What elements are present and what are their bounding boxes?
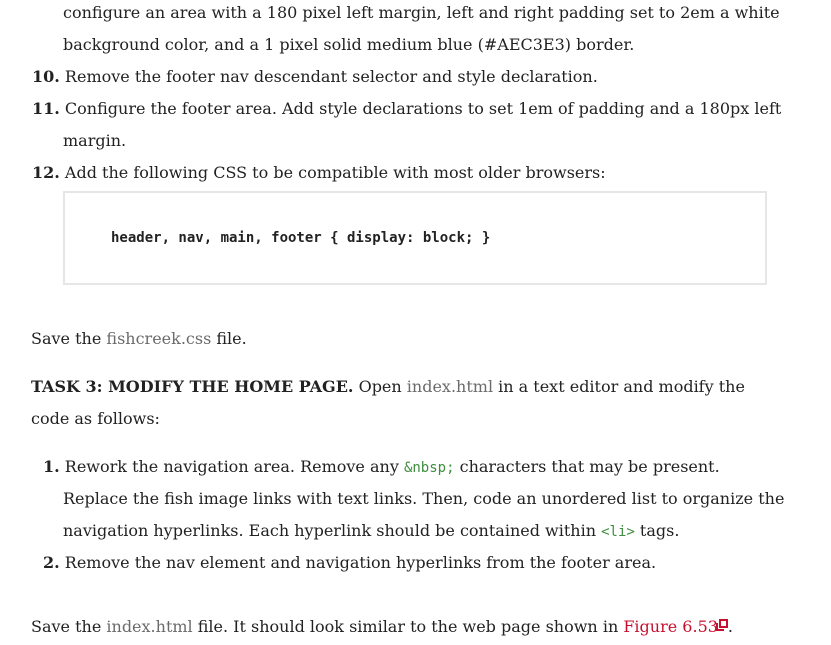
- paragraph-line: margin.: [63, 131, 127, 150]
- text: file. It should look similar to the web page shown in: [192, 617, 624, 636]
- paragraph-line: Replace the fish image links with text links. Then, code an unordered list to organize the: [63, 489, 785, 508]
- external-link-icon[interactable]: [719, 619, 728, 628]
- text: in a text editor and modify the: [493, 377, 745, 396]
- filename-index-html: index.html: [106, 617, 193, 636]
- text: Save the: [31, 329, 107, 348]
- list-item-12: [32, 163, 606, 183]
- text: Save the: [31, 617, 107, 636]
- list-item-1: [43, 457, 720, 478]
- list-text: characters that may be present.: [454, 457, 720, 476]
- list-number: 12.: [32, 163, 60, 182]
- task3-paragraph: [31, 377, 745, 397]
- save-css-paragraph: [31, 329, 247, 349]
- inline-code-li: <li>: [601, 524, 635, 540]
- task-heading: TASK 3: MODIFY THE HOME PAGE.: [31, 377, 354, 396]
- list-text: Rework the navigation area. Remove any: [59, 457, 404, 476]
- code-block: [63, 191, 767, 285]
- paragraph-line: [63, 521, 679, 542]
- text: Open: [353, 377, 407, 396]
- list-number: 11.: [32, 99, 60, 118]
- figure-link[interactable]: Figure 6.53: [623, 617, 718, 636]
- paragraph-line: code as follows:: [31, 409, 160, 428]
- code-text: header, nav, main, footer { display: block; }: [111, 230, 491, 246]
- list-text: Configure the footer area. Add style declarations to set 1em of padding and a 180px left: [59, 99, 782, 118]
- list-item-2: [43, 553, 656, 573]
- paragraph-line: background color, and a 1 pixel solid medium blue (#AEC3E3) border.: [63, 35, 635, 54]
- list-text: tags.: [634, 521, 680, 540]
- save-index-paragraph: [31, 617, 733, 637]
- paragraph-line: configure an area with a 180 pixel left margin, left and right padding set to 2em a white: [63, 3, 780, 22]
- list-text: Remove the footer nav descendant selector and style declaration.: [59, 67, 598, 86]
- list-number: 10.: [32, 67, 60, 86]
- list-text: navigation hyperlinks. Each hyperlink should be contained within: [63, 521, 602, 540]
- text: .: [727, 617, 734, 636]
- list-item-11: [32, 99, 781, 119]
- filename-index-html: index.html: [406, 377, 494, 396]
- list-number: 2.: [43, 553, 60, 572]
- filename-fishcreek-css: fishcreek.css: [106, 329, 212, 348]
- text: file.: [211, 329, 247, 348]
- list-text: Remove the nav element and navigation hyperlinks from the footer area.: [59, 553, 657, 572]
- list-text: Add the following CSS to be compatible with most older browsers:: [59, 163, 606, 182]
- list-number: 1.: [43, 457, 60, 476]
- list-item-10: [32, 67, 598, 87]
- inline-code-nbsp: &nbsp;: [403, 460, 455, 476]
